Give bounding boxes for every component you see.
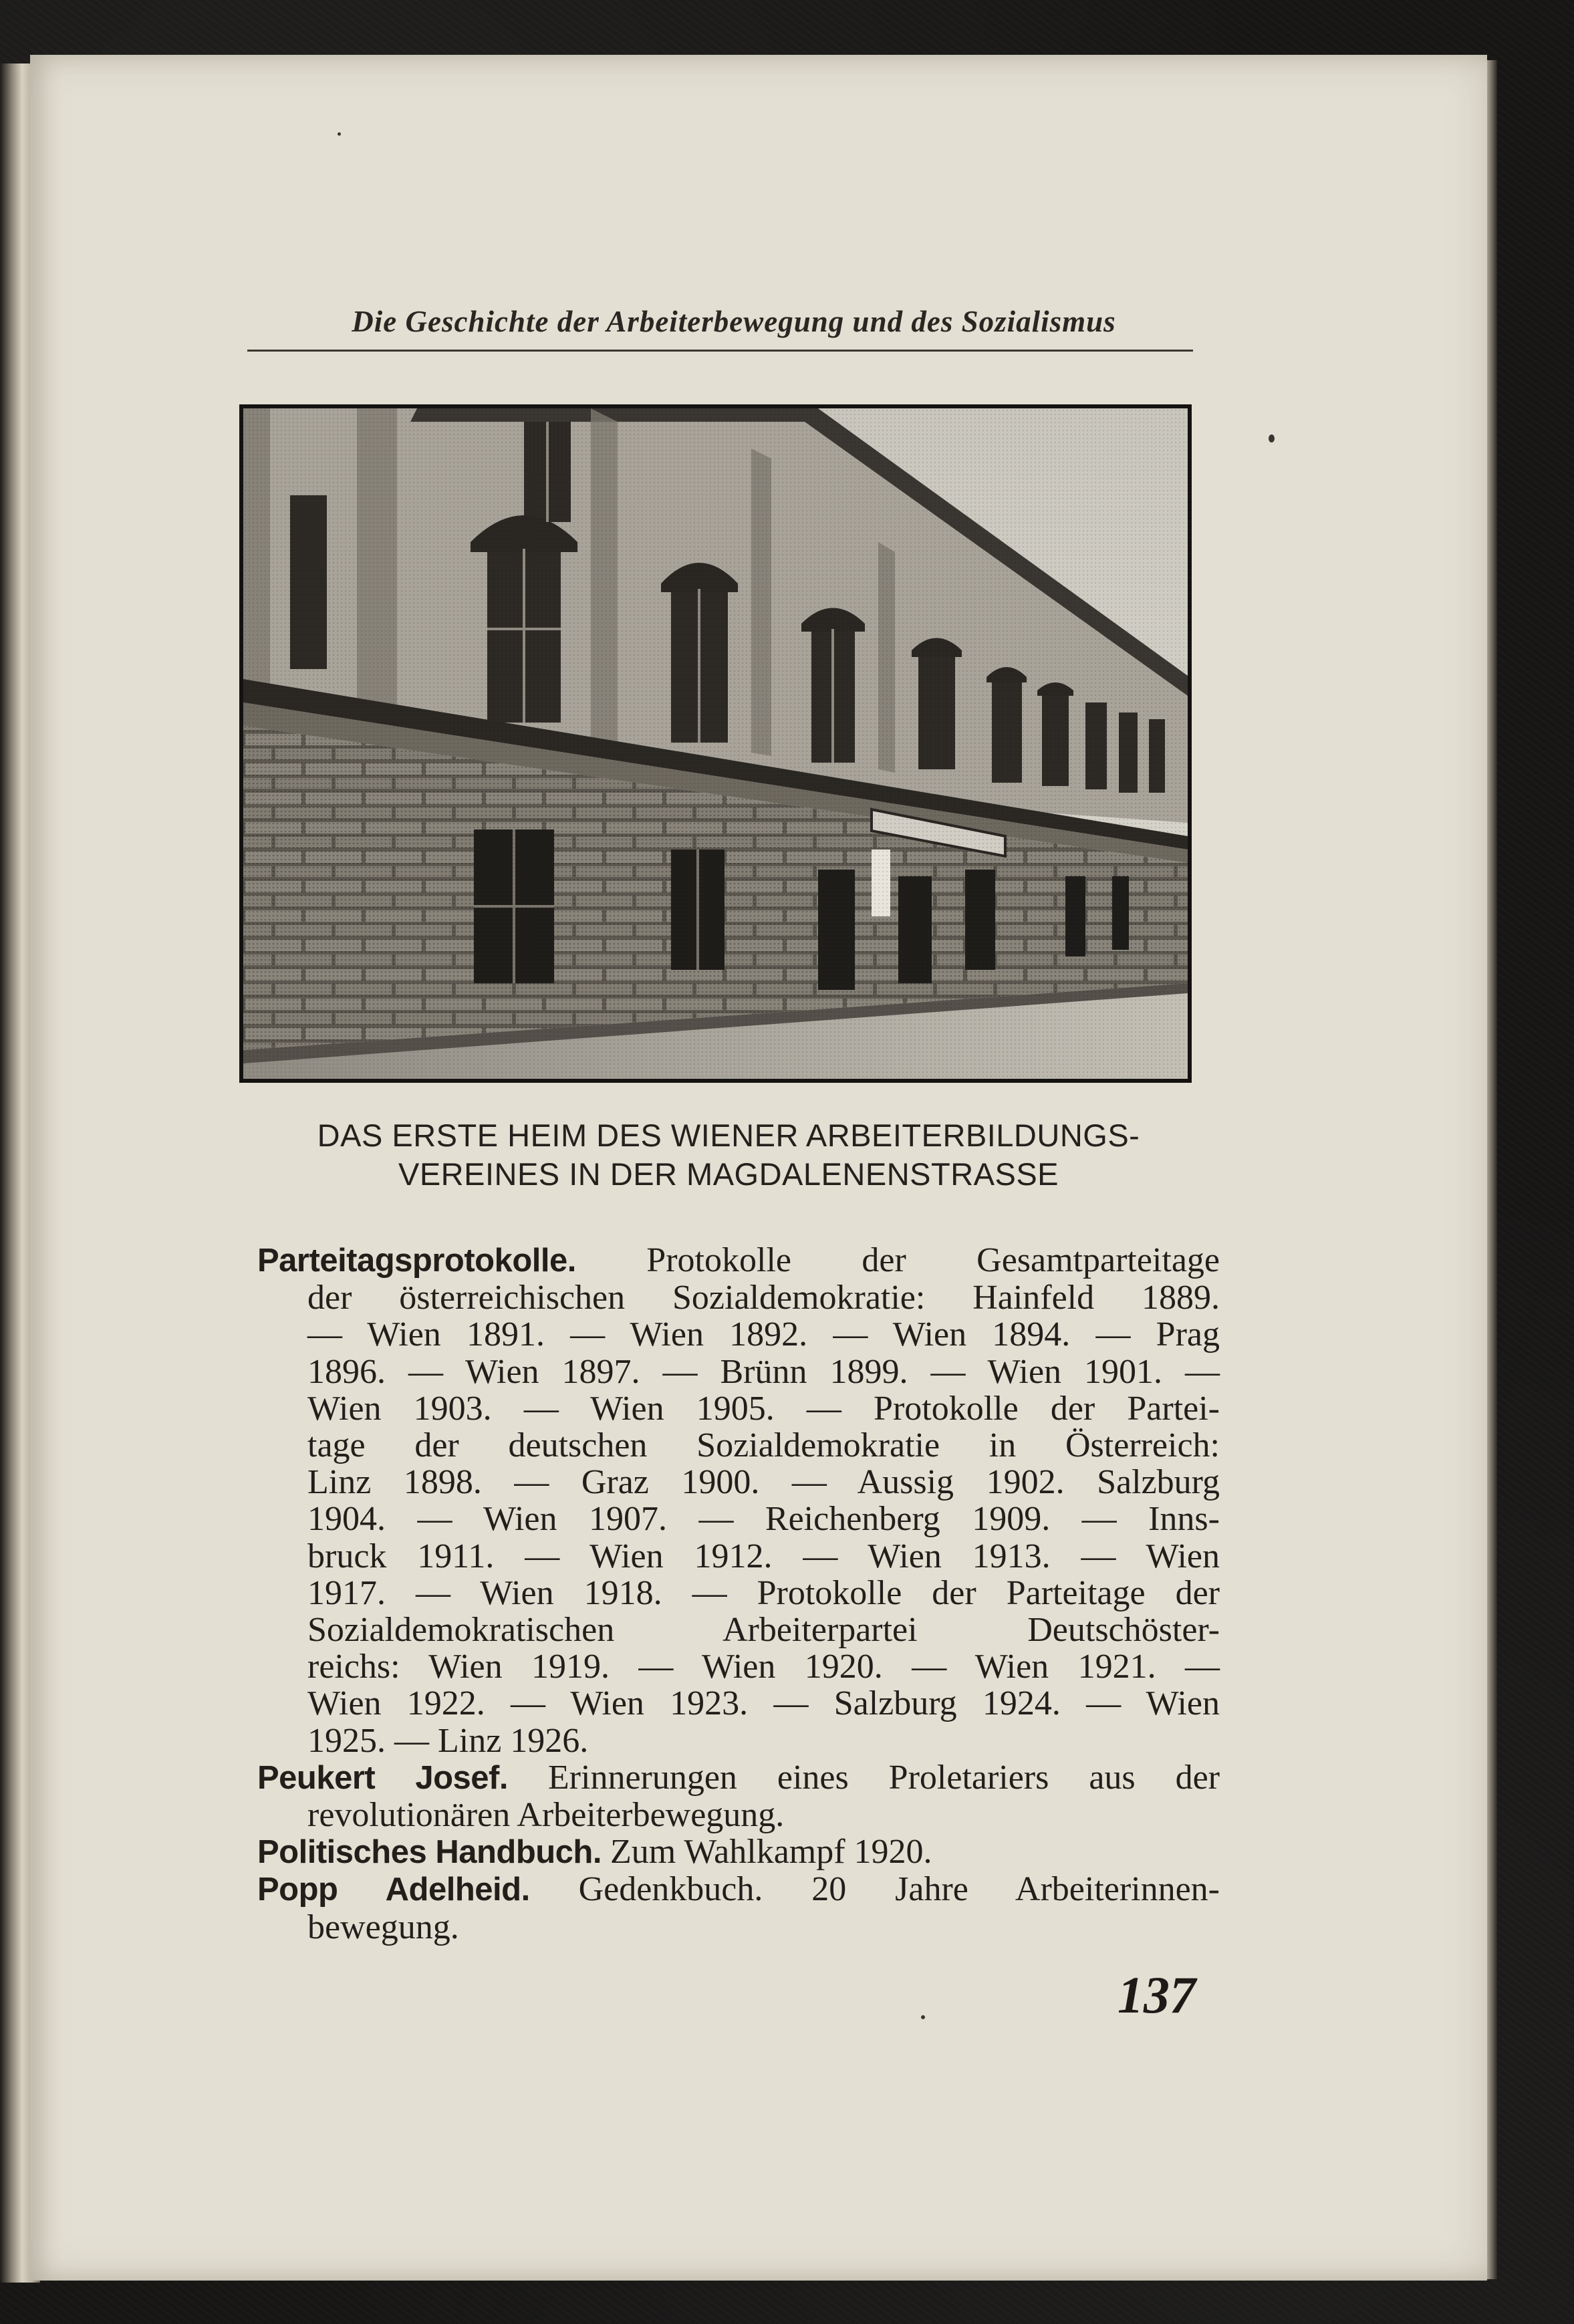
entry-line: bruck 1911. — Wien 1912. — Wien 1913. — Wien [307, 1537, 1220, 1575]
building-photo-illustration [243, 408, 1188, 1079]
building-photo [239, 404, 1192, 1083]
entry-line: revolutionären Arbeiterbewegung. [307, 1796, 785, 1835]
entry-text: Erinnerungen eines Proletariers aus der [507, 1758, 1220, 1797]
caption-line-2: VEREINES IN DER MAGDALENENSTRASSE [398, 1156, 1059, 1192]
entry-line: Wien 1903. — Wien 1905. — Protokolle der Partei- [307, 1389, 1220, 1428]
entry-line: 1917. — Wien 1918. — Protokolle der Parteitage der [307, 1573, 1220, 1612]
bibliography-entry [257, 1871, 1220, 1945]
running-head: Die Geschichte der Arbeiterbewegung und des Sozialismus [352, 305, 1116, 338]
entry-line: Linz 1898. — Graz 1900. — Aussig 1902. Salzburg [307, 1463, 1220, 1502]
entry-line: Wien 1922. — Wien 1923. — Salzburg 1924. — Wien [307, 1684, 1220, 1723]
paper-speck [338, 132, 341, 136]
entry-line: der österreichischen Sozialdemokratie: Hainfeld 1889. [307, 1279, 1220, 1317]
entry-head: Politisches Handbuch. [257, 1834, 602, 1871]
entry-line: 1925. — Linz 1926. [307, 1721, 589, 1760]
entry-line: Sozialdemokratischen Arbeiterpartei Deutschöster- [307, 1611, 1220, 1650]
entry-line: bewegung. [307, 1908, 459, 1946]
bibliography-entries [257, 1242, 1220, 1946]
bibliography-entry [257, 1242, 1220, 1759]
photo-caption [247, 1116, 1210, 1194]
entry-line: — Wien 1891. — Wien 1892. — Wien 1894. — Prag [307, 1315, 1220, 1354]
entry-line: reichs: Wien 1919. — Wien 1920. — Wien 1921. — [307, 1648, 1220, 1686]
entry-line: tage der deutschen Sozialdemokratie in Österreich: [307, 1426, 1220, 1465]
entry-line: 1896. — Wien 1897. — Brünn 1899. — Wien 1901. — [307, 1352, 1220, 1391]
running-head-rule [247, 350, 1193, 352]
page-number: 137 [1118, 1966, 1196, 2024]
bibliography-entry [257, 1833, 1220, 1871]
entry-text: Gedenkbuch. 20 Jahre Arbeiterinnen- [529, 1870, 1220, 1909]
entry-head: Popp Adelheid. [257, 1871, 530, 1908]
caption-line-1: DAS ERSTE HEIM DES WIENER ARBEITERBILDUNGS- [317, 1118, 1140, 1153]
entry-line: 1904. — Wien 1907. — Reichenberg 1909. — Inns- [307, 1500, 1220, 1539]
entry-head: Parteitagsprotokolle. [257, 1243, 576, 1279]
bibliography-entry [257, 1759, 1220, 1833]
paper-speck [1269, 434, 1275, 442]
entry-head: Peukert Josef. [257, 1759, 508, 1796]
entry-text: Zum Wahlkampf 1920. [601, 1833, 932, 1871]
entry-text: Protokolle der Gesamtparteitage [575, 1241, 1220, 1279]
paper-speck [921, 2015, 925, 2019]
